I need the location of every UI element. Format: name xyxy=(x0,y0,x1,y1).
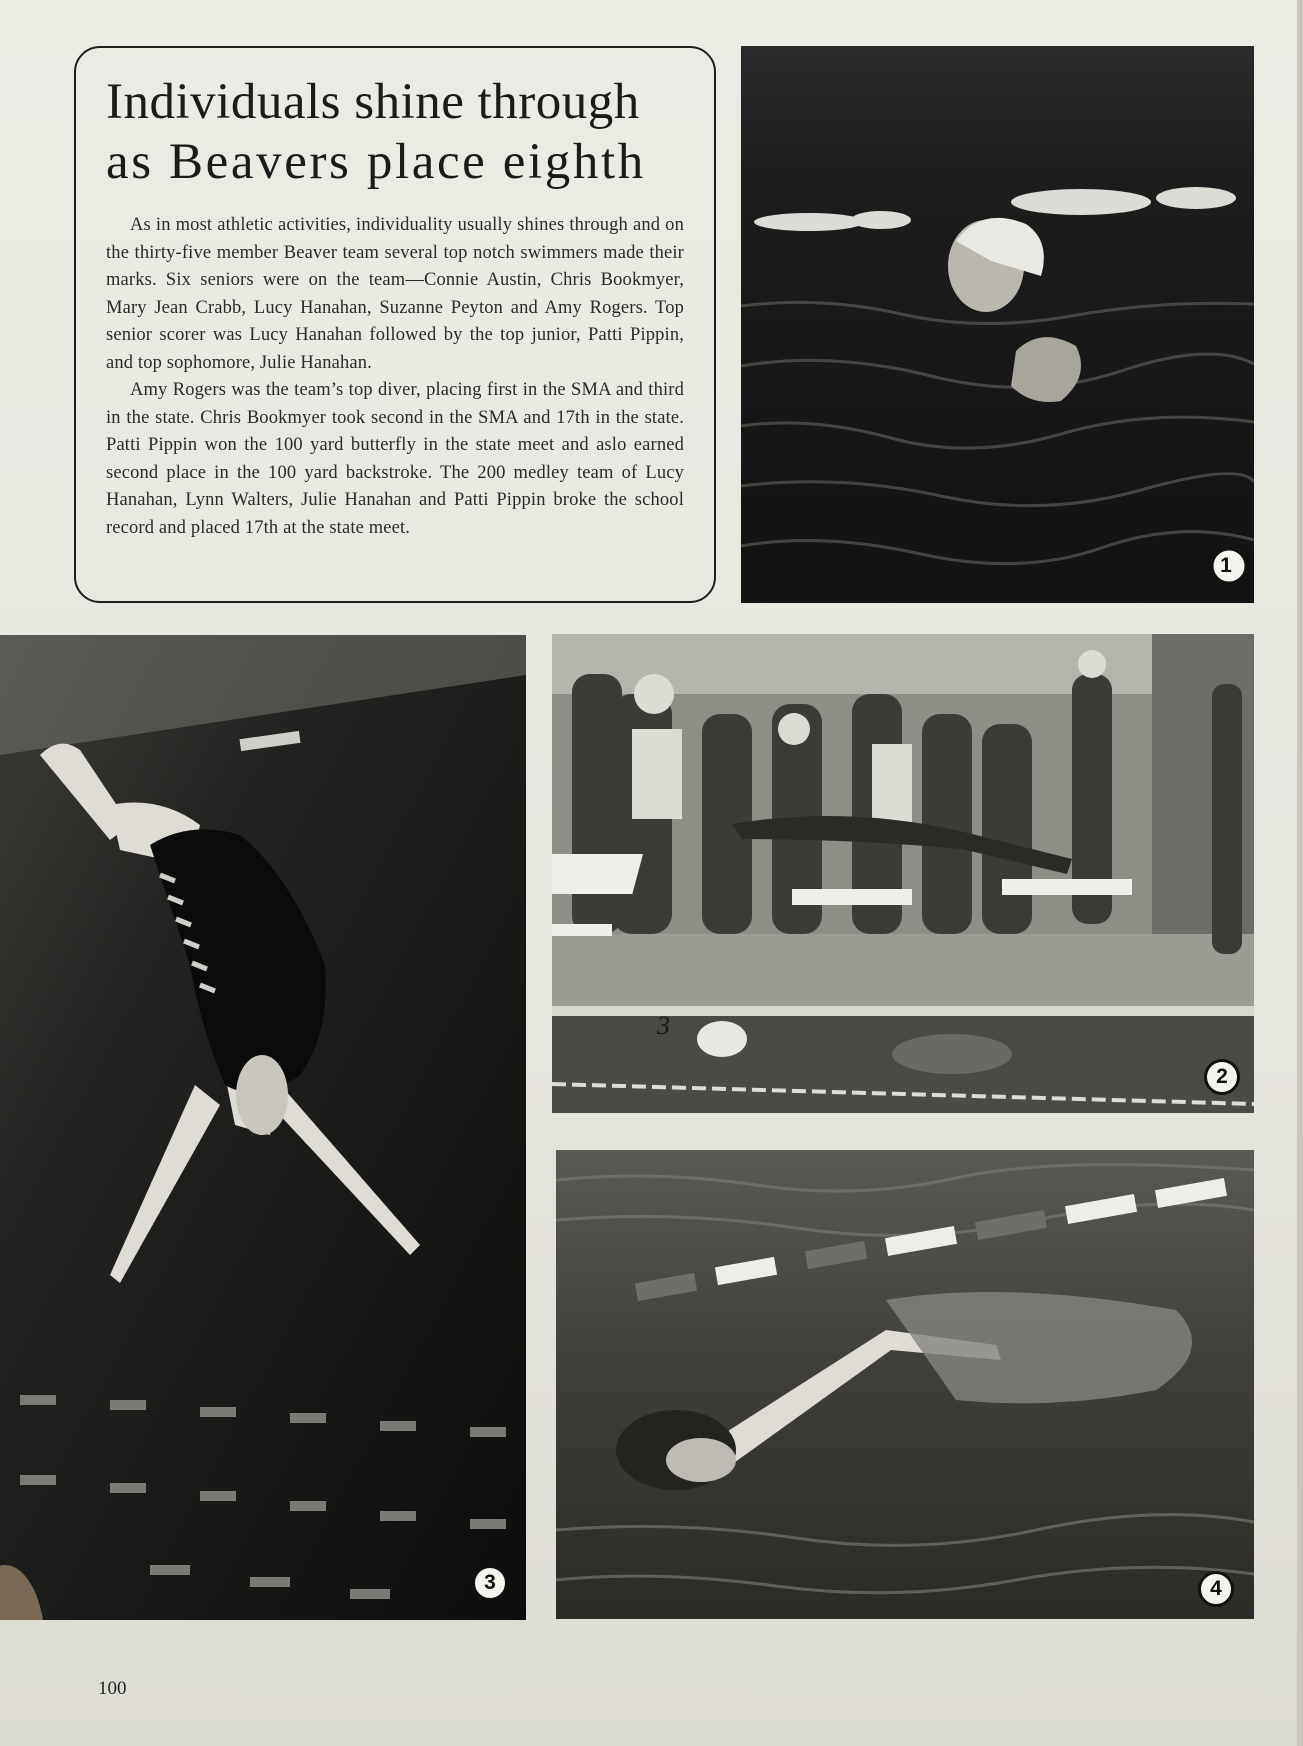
article-paragraph-1: As in most athletic activities, individuality usually shines through and on the thirty-five member Beaver team several top notch swimmers made their marks. Six seniors were on the team—Connie Austin, Chris Bookmyer, Mary Jean Crabb, Lucy Hanahan, Suzanne Peyton and Amy Rogers. Top senior scorer was Lucy Hanahan followed by the top junior, Patti Pippin, and top sophomore, Julie Hanahan. xyxy=(106,215,684,373)
photo-1-swimmer-cap xyxy=(741,46,1254,603)
photo-3-number: 3 xyxy=(484,1571,496,1594)
photo-2-number: 2 xyxy=(1216,1065,1228,1088)
photo-2-image xyxy=(552,634,1254,1113)
lane-number-3: 3 xyxy=(657,1011,670,1040)
photo-3-image xyxy=(0,635,526,1620)
photo-1-image xyxy=(741,46,1254,603)
article-headline xyxy=(106,72,684,192)
page-number: 100 xyxy=(98,1678,127,1699)
headline-line-2: as Beavers place eighth xyxy=(106,134,646,190)
photo-1-number: 1 xyxy=(1220,554,1232,577)
photo-2-starting-blocks xyxy=(552,634,1254,1113)
article-paragraph-2: Amy Rogers was the team’s top diver, placing first in the SMA and third in the state. Chris Bookmyer took second in the SMA and 17th in the state. Patti Pippin won the 100 yard butterfly in the state meet and aslo earned second place in the 100 yard backstroke. The 200 medley team of Lucy Hanahan, Lynn Walters, Julie Hanahan and Patti Pippin broke the school record and placed 17th at the state meet. xyxy=(106,380,684,538)
photo-4-number: 4 xyxy=(1210,1577,1222,1600)
headline-line-1: Individuals shine through xyxy=(106,74,640,130)
article-box xyxy=(74,46,716,603)
photo-4-image xyxy=(556,1150,1254,1619)
photo-3-diver xyxy=(0,635,526,1620)
page-edge xyxy=(1297,0,1303,1746)
photo-4-freestyle-swimmer xyxy=(556,1150,1254,1619)
